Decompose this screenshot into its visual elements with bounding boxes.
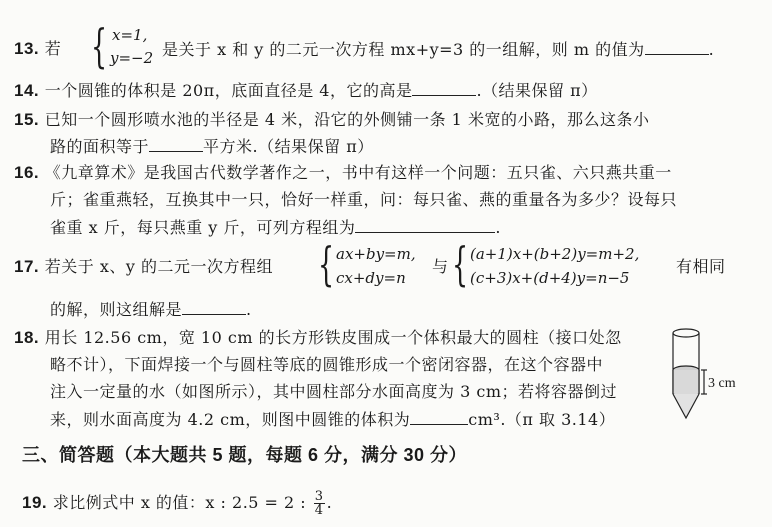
fraction-denominator: 4: [314, 503, 324, 518]
answer-blank[interactable]: [645, 38, 709, 55]
question-text: 若关于 x、y 的二元一次方程组: [44, 257, 273, 276]
question-14: [14, 79, 598, 102]
question-15-line2: [50, 135, 374, 158]
question-number: 14.: [14, 81, 40, 100]
system-a-eq-1: ax+by=m,: [336, 245, 416, 263]
question-number: 13.: [14, 39, 40, 58]
punct: .: [708, 40, 715, 59]
question-16-line2: [50, 189, 677, 211]
question-13: [14, 38, 61, 60]
answer-blank[interactable]: [182, 298, 246, 315]
question-text: 来，则水面高度为 4.2 cm，则图中圆锥的体积为: [50, 410, 411, 429]
system-eq-2: y=−2: [110, 49, 154, 67]
question-13-cont: [162, 38, 714, 61]
question-text: 是关于 x 和 y 的二元一次方程 mx+y=3 的一组解，则 m 的值为: [162, 40, 645, 59]
system-b-eq-2: (c+3)x+(d+4)y=n−5: [470, 269, 630, 287]
answer-blank[interactable]: [410, 408, 468, 425]
question-text: cm³.（π 取 3.14）: [468, 410, 616, 429]
question-text: 斤；雀重燕轻，互换其中一只，恰好一样重，问：每只雀、燕的重量各为多少？设每只: [50, 190, 678, 209]
question-text: 用长 12.56 cm，宽 10 cm 的长方形铁皮围成一个体积最大的圆柱（接口处忽: [44, 328, 622, 347]
question-text: 一个圆锥的体积是 20π，底面直径是 4，它的高是: [44, 81, 413, 100]
answer-blank[interactable]: [412, 79, 476, 96]
question-text: 已知一个圆形喷水池的半径是 4 米，沿它的外侧铺一条 1 米宽的小路，那么这条小: [44, 110, 650, 129]
question-15: [14, 109, 649, 131]
question-18-line2: [50, 354, 603, 376]
question-number: 19.: [22, 493, 48, 512]
fraction-numerator: 3: [314, 489, 324, 504]
question-17-line2: [50, 298, 252, 321]
question-number: 16.: [14, 163, 40, 182]
brace: {: [91, 19, 108, 73]
brace: {: [318, 237, 335, 291]
system-a-eq-2: cx+dy=n: [336, 269, 406, 287]
question-17: [14, 256, 273, 278]
section-title: 三、简答题（本大题共 5 题，每题 6 分，满分 30 分）: [22, 445, 468, 465]
question-text: 求比例式中 x 的值：x : 2.5 = 2 :: [52, 493, 307, 512]
dimension-label: 3 cm: [708, 376, 736, 391]
question-number: 15.: [14, 110, 40, 129]
question-number: 17.: [14, 257, 40, 276]
punct: .: [326, 493, 333, 512]
container-figure-shape: [673, 329, 707, 418]
question-text: 平方米.（结果保留 π）: [203, 137, 374, 156]
brace: {: [452, 237, 469, 291]
question-16-line3: [50, 216, 501, 239]
question-text: 若: [44, 39, 62, 58]
answer-blank[interactable]: [355, 216, 495, 233]
question-18-line3: [50, 381, 617, 403]
question-text: 雀重 x 斤，每只燕重 y 斤，可列方程组为: [50, 218, 356, 237]
question-18-line4: [50, 408, 615, 431]
question-number: 18.: [14, 328, 40, 347]
system-b-eq-1: (a+1)x+(b+2)y=m+2,: [470, 245, 640, 263]
system-eq-1: x=1,: [112, 26, 148, 44]
question-text: 有相同: [676, 257, 726, 276]
fraction: [314, 490, 325, 517]
punct: .: [495, 218, 502, 237]
question-text-end: .（结果保留 π）: [476, 81, 598, 100]
question-text: 略不计），下面焊接一个与圆柱等底的圆锥形成一个密闭容器，在这个容器中: [50, 355, 604, 374]
punct: .: [246, 300, 252, 319]
connector-text: 与: [432, 257, 449, 276]
question-text: 《九章算术》是我国古代数学著作之一，书中有这样一个问题：五只雀、六只燕共重一: [44, 163, 672, 182]
container-figure: [662, 326, 770, 426]
question-19: [22, 488, 332, 518]
question-text: 路的面积等于: [50, 137, 150, 156]
question-text: 的解，则这组解是: [50, 300, 183, 319]
question-16: [14, 162, 672, 184]
section-heading: [22, 444, 467, 467]
question-18: [14, 327, 622, 349]
question-text: 注入一定量的水（如图所示），其中圆柱部分水面高度为 3 cm；若将容器倒过: [50, 382, 617, 401]
answer-blank[interactable]: [149, 135, 203, 152]
